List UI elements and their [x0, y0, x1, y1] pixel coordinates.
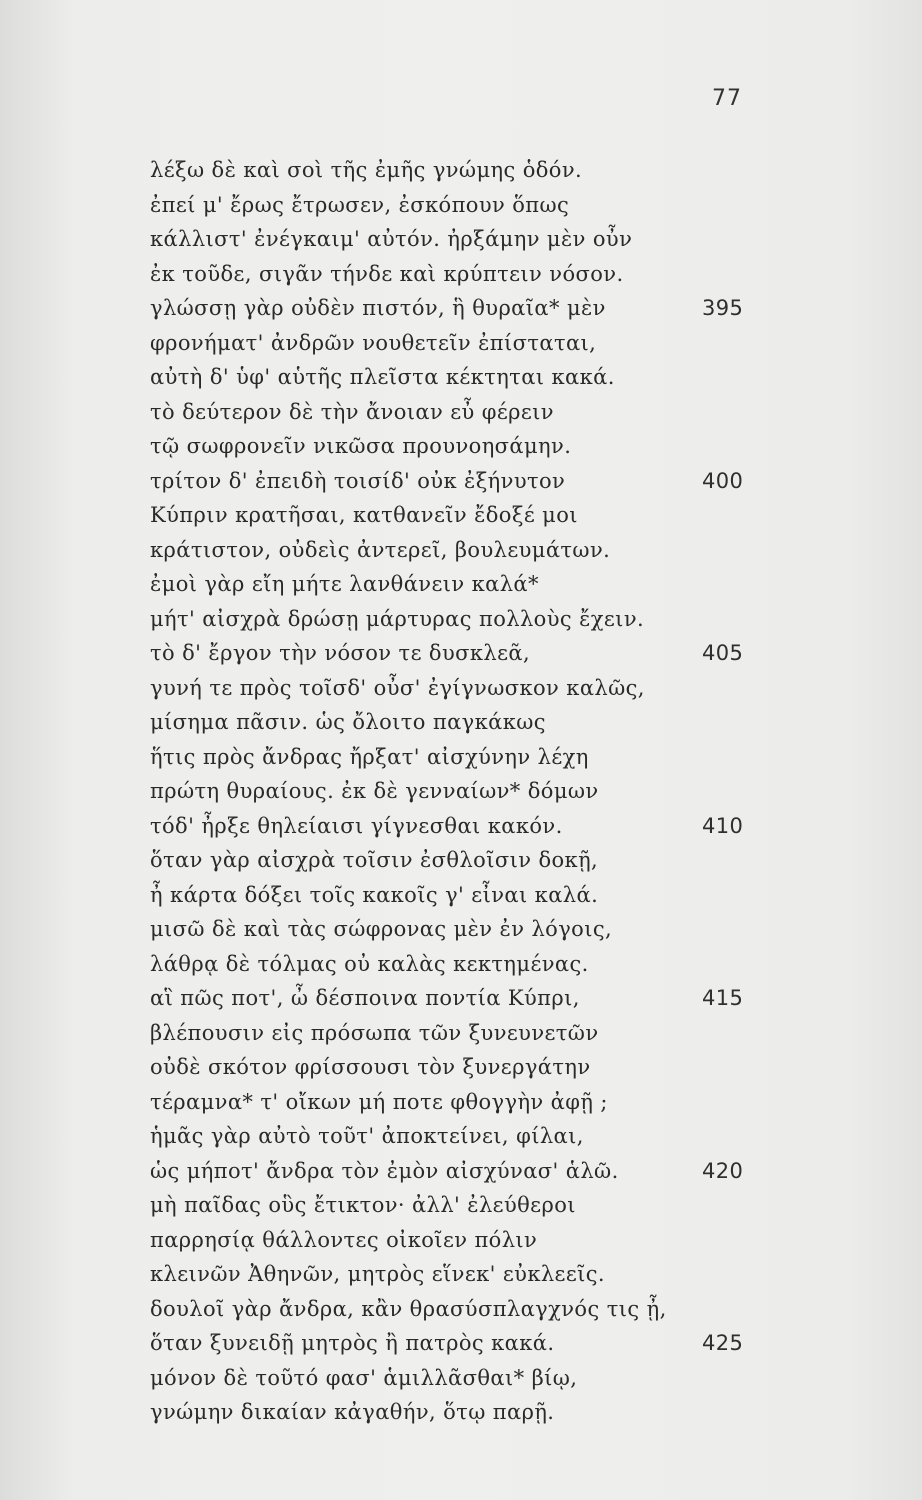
line-number: 415 — [702, 986, 744, 1010]
verse-line-text: ἥτις πρὸς ἄνδρας ἤρξατ' αἰσχύνην λέχη — [150, 744, 589, 769]
verse-line-text: τῷ σωφρονεῖν νικῶσα προυνοησάμην. — [150, 434, 572, 458]
line-number: 425 — [702, 1331, 744, 1355]
verse-line-text: ἦ κάρτα δόξει τοῖς κακοῖς γ' εἶναι καλά. — [150, 882, 599, 907]
verse-line-text: κάλλιστ' ἐνέγκαιμ' αὐτόν. ἠρξάμην μὲν οὖν — [150, 227, 633, 251]
verse-line — [150, 326, 750, 361]
verse-line — [150, 257, 750, 292]
verse-line-text: μήτ' αἰσχρὰ δρώσῃ μάρτυρας πολλοὺς ἔχειν. — [150, 606, 645, 631]
verse-line-text: κλεινῶν Ἀθηνῶν, μητρὸς εἵνεκ' εὐκλεεῖς. — [150, 1262, 605, 1286]
verse-text — [150, 153, 750, 1430]
verse-line — [150, 188, 750, 223]
verse-line — [150, 602, 750, 637]
verse-line — [150, 1154, 750, 1189]
verse-line — [150, 1395, 750, 1430]
verse-line — [150, 1326, 750, 1361]
verse-line-text: μισῶ δὲ καὶ τὰς σώφρονας μὲν ἐν λόγοις, — [150, 917, 613, 941]
page-number: 77 — [712, 86, 742, 111]
verse-line — [150, 878, 750, 913]
verse-line — [150, 1119, 750, 1154]
verse-line — [150, 947, 750, 982]
verse-line-text: γλώσσῃ γὰρ οὐδὲν πιστόν, ἣ θυραῖα* μὲν — [150, 296, 606, 320]
verse-line — [150, 498, 750, 533]
verse-line-text: αὐτὴ δ' ὑφ' αὑτῆς πλεῖστα κέκτηται κακά. — [150, 365, 615, 389]
verse-line-text: λάθρᾳ δὲ τόλμας οὐ καλὰς κεκτημένας. — [150, 951, 589, 976]
verse-line — [150, 567, 750, 602]
verse-line-text: μίσημα πᾶσιν. ὡς ὄλοιτο παγκάκως — [150, 710, 546, 734]
verse-line — [150, 912, 750, 947]
verse-line-text: λέξω δὲ καὶ σοὶ τῆς ἐμῆς γνώμης ὁδόν. — [150, 158, 583, 182]
verse-line — [150, 636, 750, 671]
verse-line-text: ἡμᾶς γὰρ αὐτὸ τοῦτ' ἀποκτείνει, φίλαι, — [150, 1124, 584, 1148]
verse-line-text: παρρησίᾳ θάλλοντες οἰκοῖεν πόλιν — [150, 1227, 538, 1252]
verse-line — [150, 1257, 750, 1292]
verse-line — [150, 981, 750, 1016]
verse-line — [150, 360, 750, 395]
verse-line — [150, 809, 750, 844]
verse-line-text: τρίτον δ' ἐπειδὴ τοισίδ' οὐκ ἐξήνυτον — [150, 468, 566, 493]
verse-line-text: ὅταν ξυνειδῇ μητρὸς ἢ πατρὸς κακά. — [150, 1331, 555, 1355]
line-number: 405 — [702, 641, 744, 665]
verse-line — [150, 1016, 750, 1051]
verse-line-text: ὡς μήποτ' ἄνδρα τὸν ἐμὸν αἰσχύνασ' ἁλῶ. — [150, 1158, 619, 1183]
verse-line — [150, 740, 750, 775]
verse-line-text: μόνον δὲ τοῦτό φασ' ἁμιλλᾶσθαι* βίῳ, — [150, 1365, 578, 1390]
verse-line-text: γνώμην δικαίαν κἀγαθήν, ὅτῳ παρῇ. — [150, 1400, 555, 1424]
verse-line — [150, 395, 750, 430]
verse-line-text: αἳ πῶς ποτ', ὦ δέσποινα ποντία Κύπρι, — [150, 986, 580, 1010]
verse-line-text: κράτιστον, οὐδεὶς ἀντερεῖ, βουλευμάτων. — [150, 537, 611, 562]
verse-line-text: οὐδὲ σκότον φρίσσουσι τὸν ξυνεργάτην — [150, 1055, 591, 1079]
verse-line — [150, 671, 750, 706]
verse-line-text: ἐμοὶ γὰρ εἴη μήτε λανθάνειν καλά* — [150, 572, 539, 596]
verse-line-text: ἐκ τοῦδε, σιγᾶν τήνδε καὶ κρύπτειν νόσον. — [150, 261, 624, 286]
line-number: 420 — [702, 1158, 744, 1183]
verse-line — [150, 1050, 750, 1085]
line-number: 395 — [702, 296, 744, 320]
verse-line — [150, 774, 750, 809]
verse-line-text: τὸ δ' ἔργον τὴν νόσον τε δυσκλεᾶ, — [150, 641, 531, 665]
verse-line-text: τόδ' ἦρξε θηλείαισι γίγνεσθαι κακόν. — [150, 813, 563, 838]
verse-line — [150, 429, 750, 464]
verse-line — [150, 1188, 750, 1223]
verse-line-text: ἐπεί μ' ἔρως ἔτρωσεν, ἐσκόπουν ὅπως — [150, 192, 570, 217]
verse-line — [150, 222, 750, 257]
line-number: 400 — [702, 468, 744, 493]
verse-line-text: ὅταν γὰρ αἰσχρὰ τοῖσιν ἐσθλοῖσιν δοκῇ, — [150, 848, 599, 872]
verse-line-text: βλέπουσιν εἰς πρόσωπα τῶν ξυνευνετῶν — [150, 1020, 599, 1045]
verse-line — [150, 1085, 750, 1120]
line-number: 410 — [702, 813, 744, 838]
verse-line — [150, 1223, 750, 1258]
verse-line — [150, 843, 750, 878]
verse-line-text: μὴ παῖδας οὓς ἔτικτον· ἀλλ' ἐλεύθεροι — [150, 1193, 576, 1217]
verse-line — [150, 705, 750, 740]
verse-line — [150, 464, 750, 499]
verse-line — [150, 533, 750, 568]
verse-line-text: φρονήματ' ἀνδρῶν νουθετεῖν ἐπίσταται, — [150, 330, 597, 355]
verse-line-text: γυνή τε πρὸς τοῖσδ' οὖσ' ἐγίγνωσκον καλῶς, — [150, 675, 645, 700]
verse-line-text: τέραμνα* τ' οἴκων μή ποτε φθογγὴν ἀφῇ ; — [150, 1089, 608, 1114]
verse-line — [150, 291, 750, 326]
verse-line-text: δουλοῖ γὰρ ἄνδρα, κἂν θρασύσπλαγχνός τις ᾖ, — [150, 1296, 667, 1321]
verse-line-text: πρώτη θυραίους. ἐκ δὲ γενναίων* δόμων — [150, 779, 599, 803]
verse-line-text: τὸ δεύτερον δὲ τὴν ἄνοιαν εὖ φέρειν — [150, 399, 554, 424]
verse-line — [150, 153, 750, 188]
verse-line — [150, 1292, 750, 1327]
verse-line-text: Κύπριν κρατῆσαι, κατθανεῖν ἔδοξέ μοι — [150, 503, 578, 527]
verse-line — [150, 1361, 750, 1396]
